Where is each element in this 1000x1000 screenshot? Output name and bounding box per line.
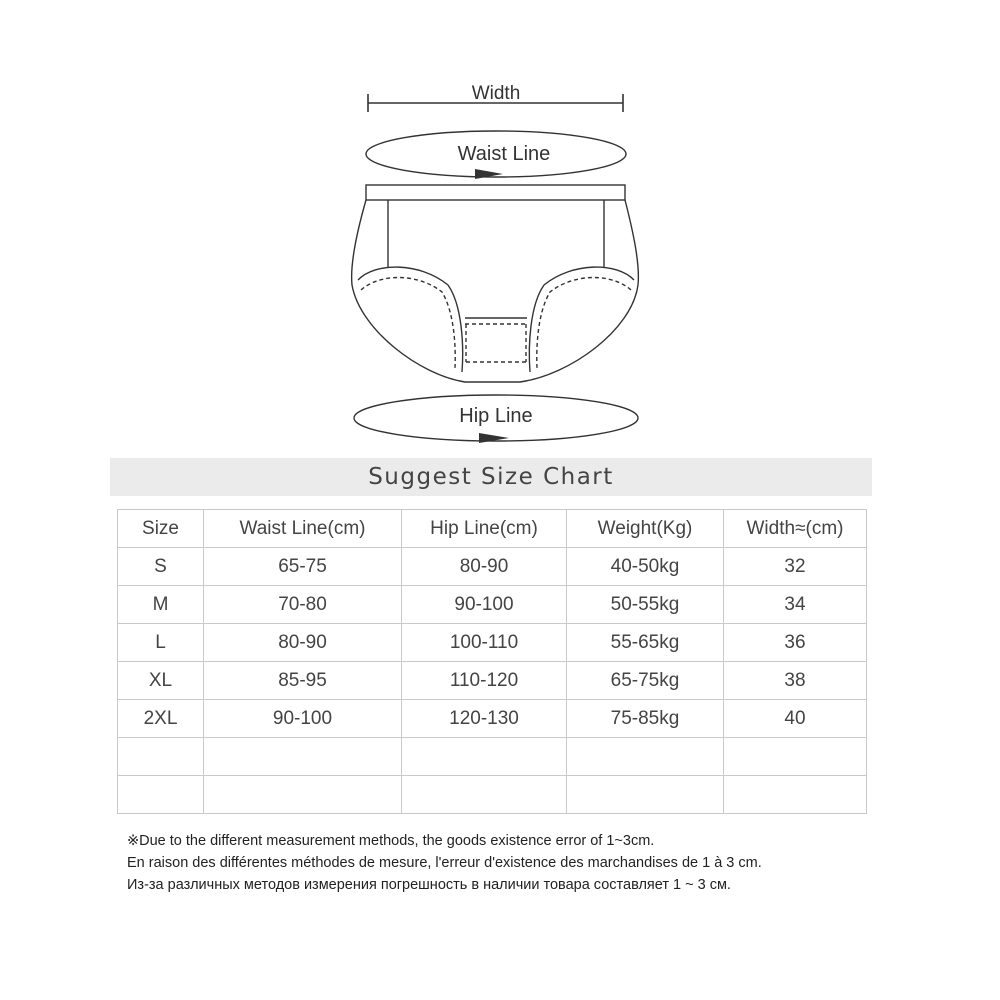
cell-size: 2XL (118, 700, 204, 738)
table-row-empty (118, 738, 867, 776)
table-row (118, 586, 867, 624)
table-row (118, 700, 867, 738)
cell-size: XL (118, 662, 204, 700)
underwear-measurement-diagram (0, 0, 1000, 450)
cell-empty (118, 776, 204, 814)
cell-hip: 110-120 (402, 662, 567, 700)
cell-weight: 40-50kg (567, 548, 724, 586)
header-waist: Waist Line(cm) (204, 510, 402, 548)
table-row-empty (118, 776, 867, 814)
cell-hip: 80-90 (402, 548, 567, 586)
size-chart-table (117, 509, 867, 814)
width-measure (368, 83, 623, 112)
cell-width: 32 (724, 548, 867, 586)
cell-width: 40 (724, 700, 867, 738)
width-label: Width (471, 83, 521, 104)
cell-waist: 90-100 (204, 700, 402, 738)
table-header-row (118, 510, 867, 548)
table-row (118, 662, 867, 700)
cell-width: 38 (724, 662, 867, 700)
cell-hip: 100-110 (402, 624, 567, 662)
cell-waist: 85-95 (204, 662, 402, 700)
cell-empty (724, 776, 867, 814)
table-row (118, 548, 867, 586)
header-hip: Hip Line(cm) (402, 510, 567, 548)
waist-line-indicator (366, 131, 626, 179)
cell-hip: 120-130 (402, 700, 567, 738)
cell-waist: 80-90 (204, 624, 402, 662)
table-row (118, 624, 867, 662)
header-weight: Weight(Kg) (567, 510, 724, 548)
note-french: En raison des différentes méthodes de mesure, l'erreur d'existence des marchandises de 1 à 3 cm. (127, 855, 762, 871)
cell-empty (402, 776, 567, 814)
cell-empty (118, 738, 204, 776)
cell-empty (402, 738, 567, 776)
cell-empty (204, 738, 402, 776)
waist-line-label: Waist Line (457, 143, 551, 165)
note-english: ※Due to the different measurement methods, the goods existence error of 1~3cm. (127, 833, 655, 849)
cell-empty (724, 738, 867, 776)
cell-width: 34 (724, 586, 867, 624)
cell-weight: 75-85kg (567, 700, 724, 738)
header-size: Size (118, 510, 204, 548)
cell-waist: 65-75 (204, 548, 402, 586)
cell-empty (567, 776, 724, 814)
cell-hip: 90-100 (402, 586, 567, 624)
cell-size: L (118, 624, 204, 662)
cell-weight: 55-65kg (567, 624, 724, 662)
note-russian: Из-за различных методов измерения погрешность в наличии товара составляет 1 ~ 3 см. (127, 877, 731, 893)
header-width: Width≈(cm) (724, 510, 867, 548)
size-chart-title: Suggest Size Chart (368, 464, 614, 490)
cell-empty (567, 738, 724, 776)
cell-size: M (118, 586, 204, 624)
cell-width: 36 (724, 624, 867, 662)
cell-empty (204, 776, 402, 814)
hip-line-label: Hip Line (459, 405, 533, 427)
hip-line-indicator (354, 395, 638, 443)
briefs-illustration (352, 185, 639, 382)
cell-waist: 70-80 (204, 586, 402, 624)
cell-weight: 50-55kg (567, 586, 724, 624)
measurement-notes (127, 830, 987, 896)
cell-weight: 65-75kg (567, 662, 724, 700)
size-chart-header (110, 458, 872, 496)
cell-size: S (118, 548, 204, 586)
